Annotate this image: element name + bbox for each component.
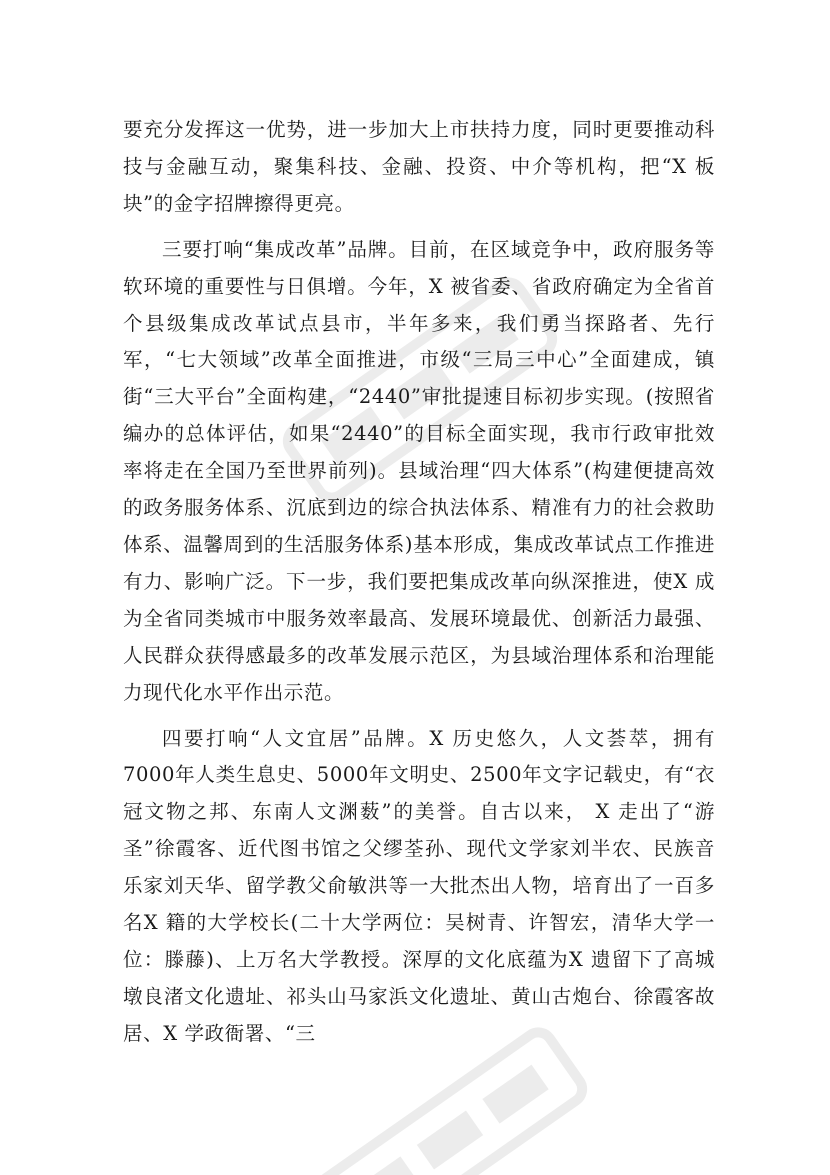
paragraph-integrated-reform: 三要打响“集成改革”品牌。目前，在区域竞争中，政府服务等软环境的重要性与日俱增。今年，X 被省委、省政府确定为全省首个县级集成改革试点县市，半年多来，我们勇当探路者、先行军，“七大领域”改革全面推进，市级“三局三中心”全面建成，镇街“三大平台”全面构建，“2440”审批提速目标初步实现。(按照省编办的总体评估，如果“2440”的目标全面实现，我市行政审批效率将走在全国乃至世界前列)。县域治理“四大体系”(构建便捷高效的政务服务体系、沉底到边的综合执法体系、精准有力的社会救助体系、温馨周到的生活服务体系)基本形成，集成改革试点工作推进有力、影响广泛。下一步，我们要把集成改革向纵深推进，使X 成为全省同类城市中服务效率最高、发展环境最优、创新活力最强、人民群众获得感最多的改革发展示范区，为县域治理体系和治理能力现代化水平作出示范。 — [123, 237, 715, 704]
document-body — [123, 112, 715, 1053]
paragraph-continued: 要充分发挥这一优势，进一步加大上市扶持力度，同时更要推动科技与金融互动，聚集科技、金融、投资、中介等机构，把“X 板块”的金字招牌擦得更亮。 — [123, 118, 715, 215]
paragraph-culture-livability: 四要打响“人文宜居”品牌。X 历史悠久，人文荟萃，拥有7000年人类生息史、5000年文明史、2500年文字记载史，有“衣冠文物之邦、东南人文渊薮”的美誉。自古以来， X 走出了“游圣”徐霞客、近代图书馆之父缪荃孙、现代文学家刘半农、民族音乐家刘天华、留学教父俞敏洪等一大批杰出人物，培育出了一百多名X 籍的大学校长(二十大学两位：吴树青、许智宏，清华大学一位：滕藤)、上万名大学教授。深厚的文化底蕴为X 遗留下了高城墩良渚文化遗址、祁头山马家浜文化遗址、黄山古炮台、徐霞客故居、X 学政衙署、“三 — [123, 726, 715, 1045]
